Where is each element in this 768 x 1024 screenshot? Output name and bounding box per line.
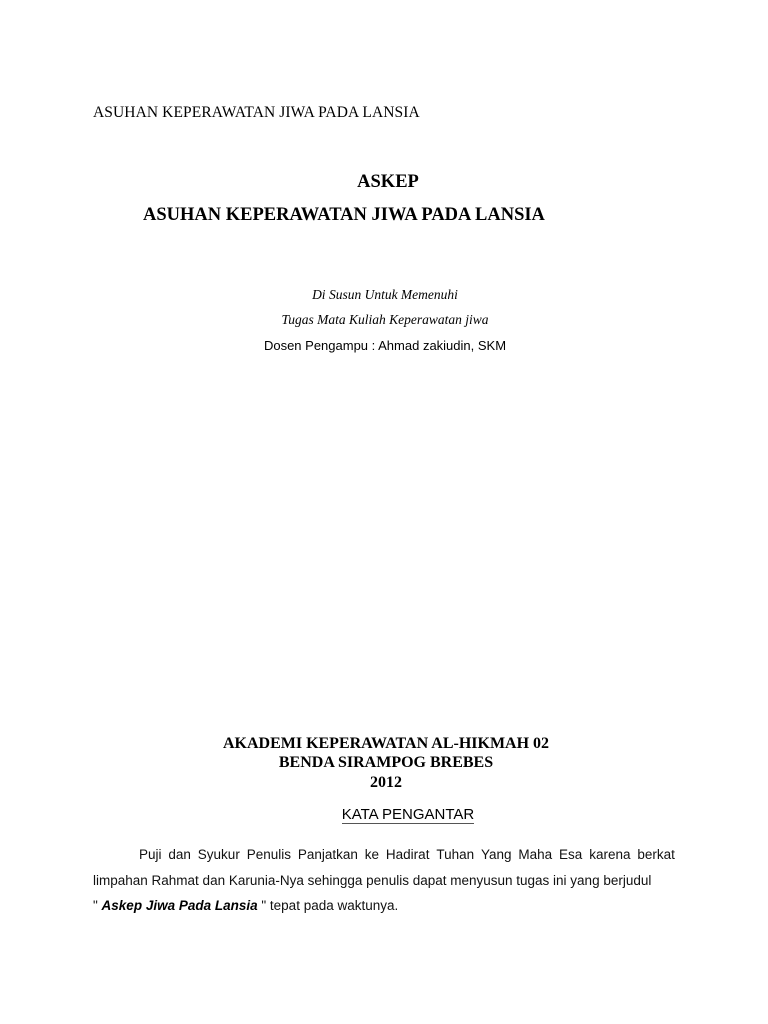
subtitle-purpose: Di Susun Untuk Memenuhi (312, 287, 458, 302)
paragraph-word: Yang (480, 847, 512, 862)
paragraph-line-2: limpahan Rahmat dan Karunia-Nya sehingga penulis dapat menyusun tugas ini yang berjudul (93, 873, 652, 888)
paragraph-line-3-rest: " tepat pada waktunya. (257, 898, 399, 913)
paragraph-word: ke (364, 847, 380, 862)
paragraph-word: berkat (637, 847, 675, 862)
document-title-full: ASUHAN KEPERAWATAN JIWA PADA LANSIA (143, 205, 545, 225)
paragraph-word: karena (589, 847, 631, 862)
paragraph-book-title: Askep Jiwa Pada Lansia (101, 898, 258, 913)
paragraph-line-1 (139, 847, 675, 862)
institution-year: 2012 (370, 774, 402, 791)
document-title-short: ASKEP (357, 172, 419, 192)
paragraph-word: Penulis (246, 847, 291, 862)
paragraph-word: Panjatkan (297, 847, 358, 862)
paragraph-open-quote: " (93, 898, 102, 913)
paragraph-word: Maha (518, 847, 553, 862)
institution-name: AKADEMI KEPERAWATAN AL-HIKMAH 02 (222, 735, 550, 752)
paragraph-word: dan (168, 847, 191, 862)
paragraph-line-3 (93, 898, 398, 913)
subtitle-lecturer: Dosen Pengampu : Ahmad zakiudin, SKM (263, 338, 507, 353)
paragraph-word: Puji (139, 847, 162, 862)
paragraph-word: Tuhan (436, 847, 475, 862)
paragraph-word: Esa (559, 847, 583, 862)
institution-location: BENDA SIRAMPOG BREBES (278, 754, 494, 771)
subtitle-course: Tugas Mata Kuliah Keperawatan jiwa (281, 312, 489, 327)
paragraph-word: Syukur (197, 847, 240, 862)
section-heading-text: KATA PENGANTAR (341, 806, 475, 823)
paragraph-word: Hadirat (385, 847, 430, 862)
section-heading-kata-pengantar (0, 806, 768, 823)
running-title: ASUHAN KEPERAWATAN JIWA PADA LANSIA (93, 104, 420, 121)
